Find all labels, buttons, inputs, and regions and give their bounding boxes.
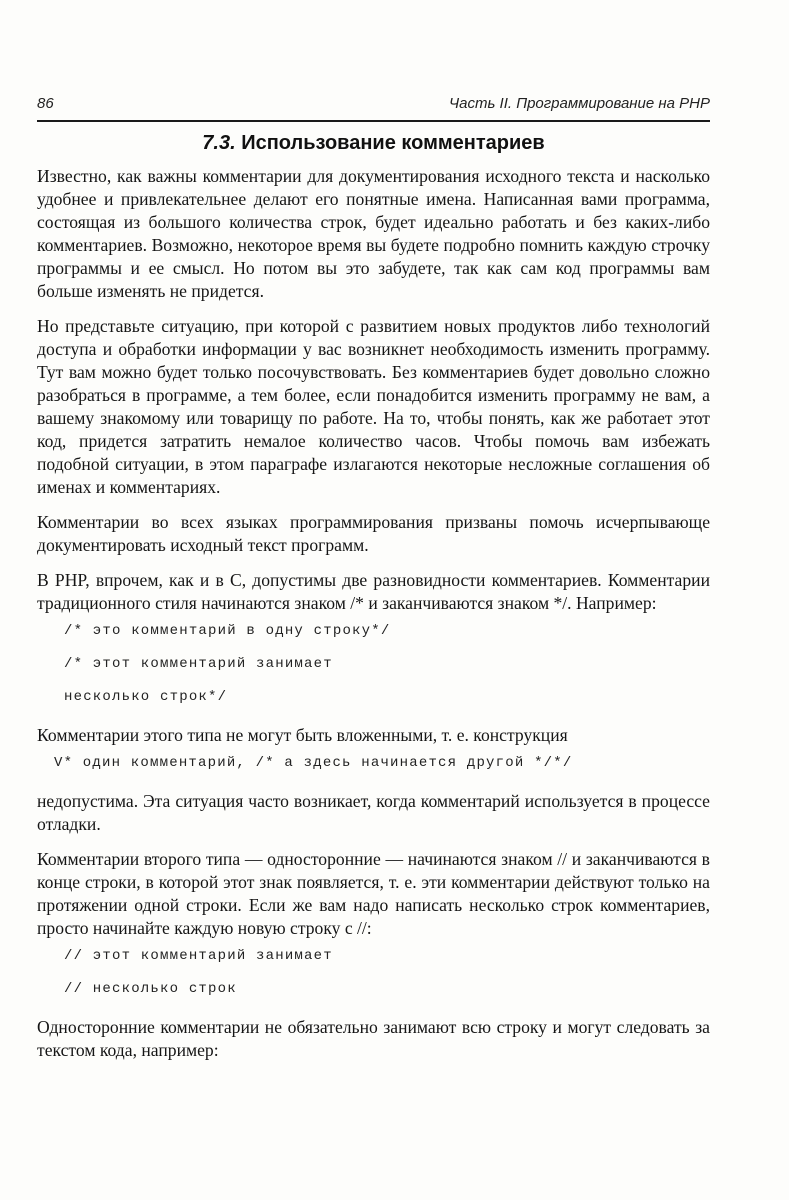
paragraph: Известно, как важны комментарии для документирования исходного текста и насколько удобнее и привлекательнее делают его понятные имена. Написанная вами программа, состоящая из большого количества строк, будет идеально работать и без каких-либо комментариев. Возможно, некоторое время вы будете подробно помнить каждую строчку программы и ее смысл. Но потом вы это забудете, так как сам код программы вам больше изменять не придется. — [37, 166, 710, 301]
paragraph: Комментарии этого типа не могут быть вложенными, т. е. конструкция — [37, 725, 568, 745]
paragraph: Односторонние комментарии не обязательно занимают всю строку и могут следовать за текстом кода, например: — [37, 1017, 710, 1060]
code-line: несколько строк*/ — [64, 689, 228, 705]
running-title: Часть II. Программирование на PHP — [449, 95, 710, 112]
paragraph: Комментарии во всех языках программирования призваны помочь исчерпывающе документировать исходный текст программ. — [37, 512, 710, 555]
code-line: /* этот комментарий занимает — [64, 656, 333, 672]
code-line: // несколько строк — [64, 981, 237, 997]
running-header — [37, 95, 710, 122]
paragraph: Но представьте ситуацию, при которой с развитием новых продуктов либо технологий доступа и обработки информации у вас возникнет необходимость изменить программу. Тут вам можно будет только посочувствовать. Без комментариев будет довольно сложно разобраться в программе, а тем более, если понадобится изменить программу не вам, а вашему знакомому или товарищу по работе. На то, чтобы понять, как же работает этот код, придется затратить немалое количество часов. Чтобы помочь вам избежать подобной ситуации, в этом параграфе излагаются некоторые несложные соглашения об именах и комментариях. — [37, 316, 710, 497]
code-line: /* это комментарий в одну строку*/ — [64, 623, 391, 639]
book-page — [37, 95, 710, 1074]
paragraph: недопустима. Эта ситуация часто возникает, когда комментарий используется в процессе отладки. — [37, 791, 710, 834]
page-number: 86 — [37, 95, 54, 112]
section-title — [37, 132, 710, 155]
paragraph: Комментарии второго типа — односторонние — начинаются знаком // и заканчиваются в конце строки, в которой этот знак появляется, т. е. эти комментарии действуют только на протяжении одной строки. Если же вам надо написать несколько строк комментариев, просто начинайте каждую новую строку с //: — [37, 849, 710, 938]
code-line: // этот комментарий занимает — [64, 948, 333, 964]
paragraph: В PHP, впрочем, как и в С, допустимы две разновидности комментариев. Комментарии традиционного стиля начинаются знаком /* и заканчиваются знаком */. Например: — [37, 570, 710, 613]
section-title-text: Использование комментариев — [241, 132, 545, 154]
code-line: V* один комментарий, /* а здесь начинается другой */*/ — [54, 755, 573, 771]
section-number: 7.3. — [202, 132, 236, 154]
